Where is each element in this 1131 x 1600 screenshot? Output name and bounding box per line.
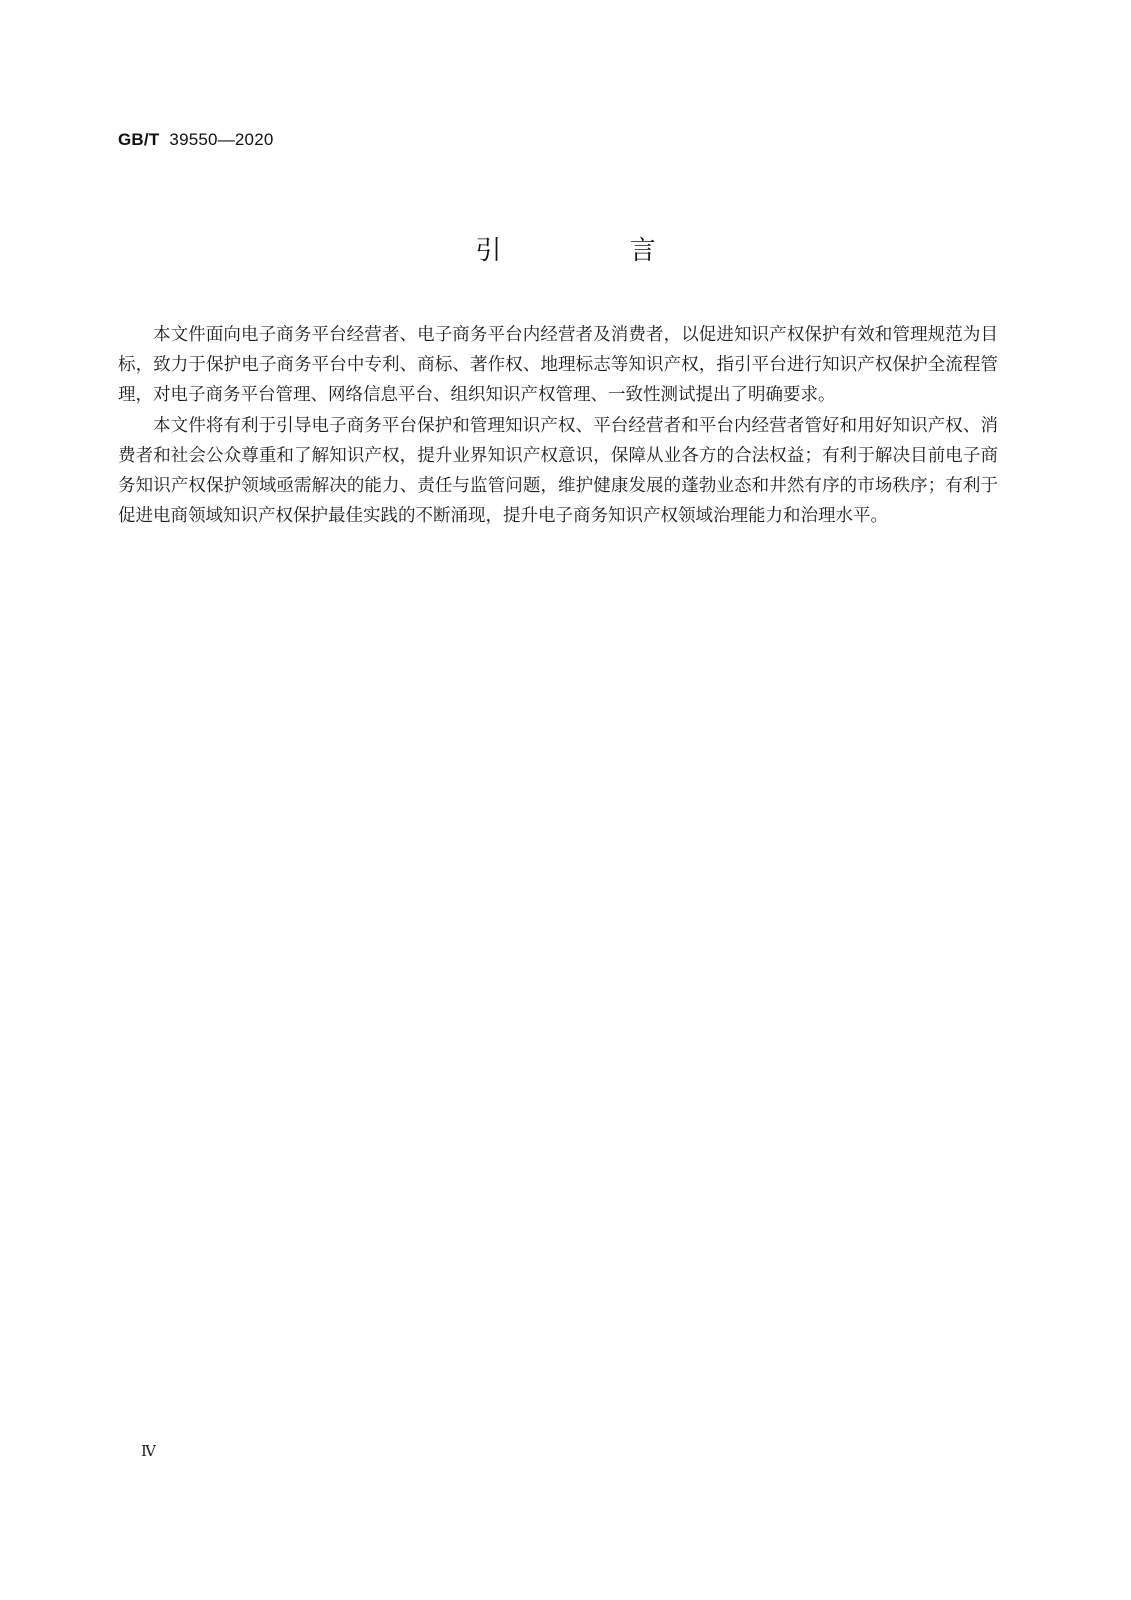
section-title: 引 言 bbox=[475, 236, 716, 266]
standard-number: 39550—2020 bbox=[169, 130, 274, 149]
paragraph-2: 本文件将有利于引导电子商务平台保护和管理知识产权、平台经营者和平台内经营者管好和用好知识产权、消费者和社会公众尊重和了解知识产权，提升业界知识产权意识，保障从业各方的合法权益；有利于解决目前电子商务知识产权保护领域亟需解决的能力、责任与监管问题，维护健康发展的蓬勃业态和井然有序的市场秩序；有利于促进电商领域知识产权保护最佳实践的不断涌现，提升电子商务知识产权领域治理能力和治理水平。 bbox=[118, 415, 998, 527]
introduction-body bbox=[118, 320, 998, 531]
standard-prefix: GB/T bbox=[118, 130, 160, 149]
paragraph-1: 本文件面向电子商务平台经营者、电子商务平台内经营者及消费者，以促进知识产权保护有效和管理规范为目标，致力于保护电子商务平台中专利、商标、著作权、地理标志等知识产权，指引平台进行知识产权保护全流程管理，对电子商务平台管理、网络信息平台、组织知识产权管理、一致性测试提出了明确要求。 bbox=[118, 325, 998, 406]
standard-header bbox=[118, 130, 274, 150]
page-number: Ⅳ bbox=[141, 1444, 156, 1460]
